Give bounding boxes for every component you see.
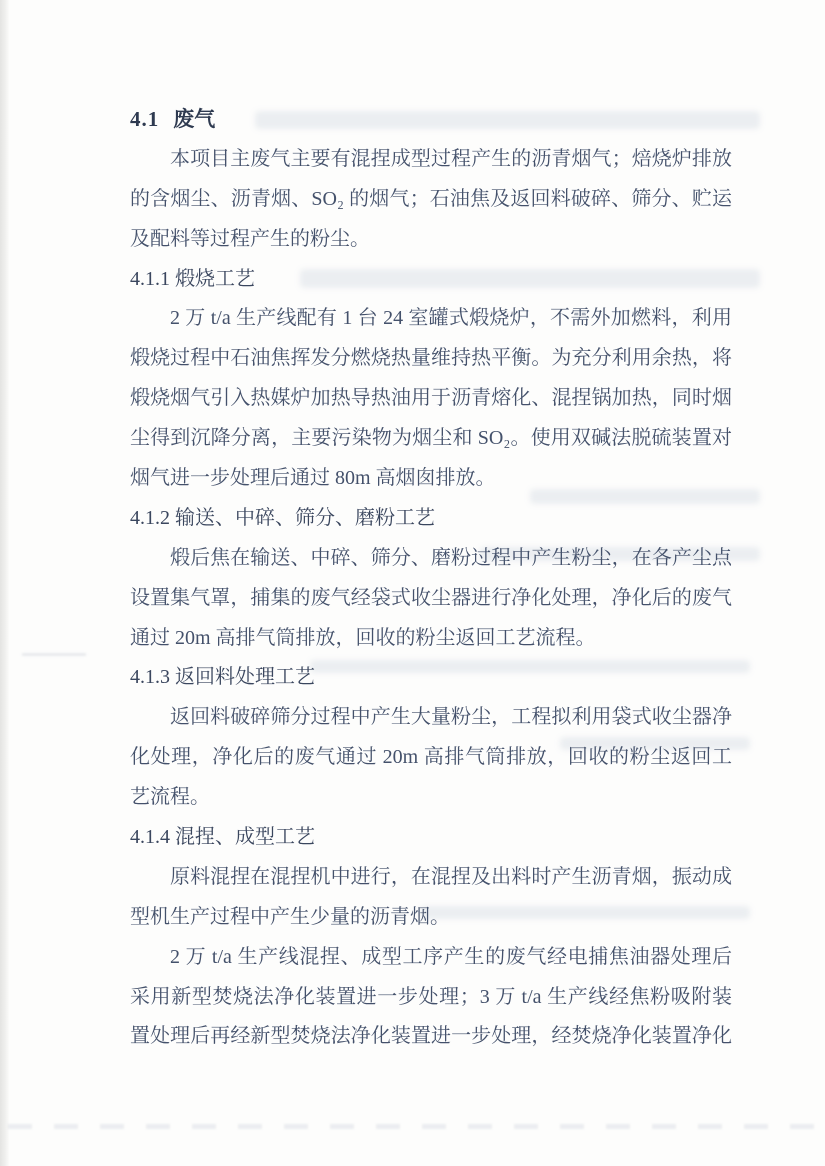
section-heading-4-1-1: 4.1.1 煅烧工艺 [130,267,255,290]
bleed-through-dashed-line [8,1124,816,1129]
scan-edge-shadow [0,0,9,1166]
text-line: 煅烧过程中石油焦挥发分燃烧热量维持热平衡。为充分利用余热，将 [130,347,732,370]
section-heading-4-1 [130,100,732,140]
text-line: 采用新型焚烧法净化装置进一步处理；3 万 t/a 生产线经焦粉吸附装 [130,985,732,1008]
text-line: 通过 20m 高排气筒排放，回收的粉尘返回工艺流程。 [130,626,596,649]
text-line: 型机生产过程中产生少量的沥青烟。 [130,905,450,928]
text-line: 及配料等过程产生的粉尘。 [130,227,370,250]
text-line: 2 万 t/a 生产线混捏、成型工序产生的废气经电捕焦油器处理后 [170,945,732,968]
text-line: 2 万 t/a 生产线配有 1 台 24 室罐式煅烧炉，不需外加燃料，利用 [170,307,732,330]
text-line: 烟气进一步处理后通过 80m 高烟囱排放。 [130,467,496,490]
text-line: 设置集气罩，捕集的废气经袋式收尘器进行净化处理，净化后的废气 [130,586,732,609]
text-line: 煅后焦在输送、中碎、筛分、磨粉过程中产生粉尘，在各产尘点 [170,546,732,569]
section-number: 4.1 [130,107,160,131]
section-heading-4-1-4: 4.1.4 混捏、成型工艺 [130,826,315,849]
text-line: 的含烟尘、沥青烟、SO₂ 的烟气；石油焦及返回料破碎、筛分、贮运 [130,187,732,210]
text-line: 煅烧烟气引入热媒炉加热导热油用于沥青熔化、混捏锅加热，同时烟 [130,387,732,410]
text-line: 本项目主废气主要有混捏成型过程产生的沥青烟气；焙烧炉排放 [170,147,732,170]
section-heading-4-1-3: 4.1.3 返回料处理工艺 [130,666,315,689]
text-line: 尘得到沉降分离，主要污染物为烟尘和 SO₂。使用双碱法脱硫装置对 [130,427,732,450]
text-line: 返回料破碎筛分过程中产生大量粉尘，工程拟利用袋式收尘器净 [170,706,732,729]
section-heading-4-1-2: 4.1.2 输送、中碎、筛分、磨粉工艺 [130,506,435,529]
text-line: 置处理后再经新型焚烧法净化装置进一步处理，经焚烧净化装置净化 [130,1025,732,1048]
scan-margin-mark [22,653,86,656]
text-line: 艺流程。 [130,786,210,809]
text-line: 化处理，净化后的废气通过 20m 高排气筒排放，回收的粉尘返回工 [130,746,732,769]
text-line: 原料混捏在混捏机中进行，在混捏及出料时产生沥青烟，振动成 [170,865,732,888]
document-body [130,100,732,1057]
section-title: 废气 [173,107,216,131]
